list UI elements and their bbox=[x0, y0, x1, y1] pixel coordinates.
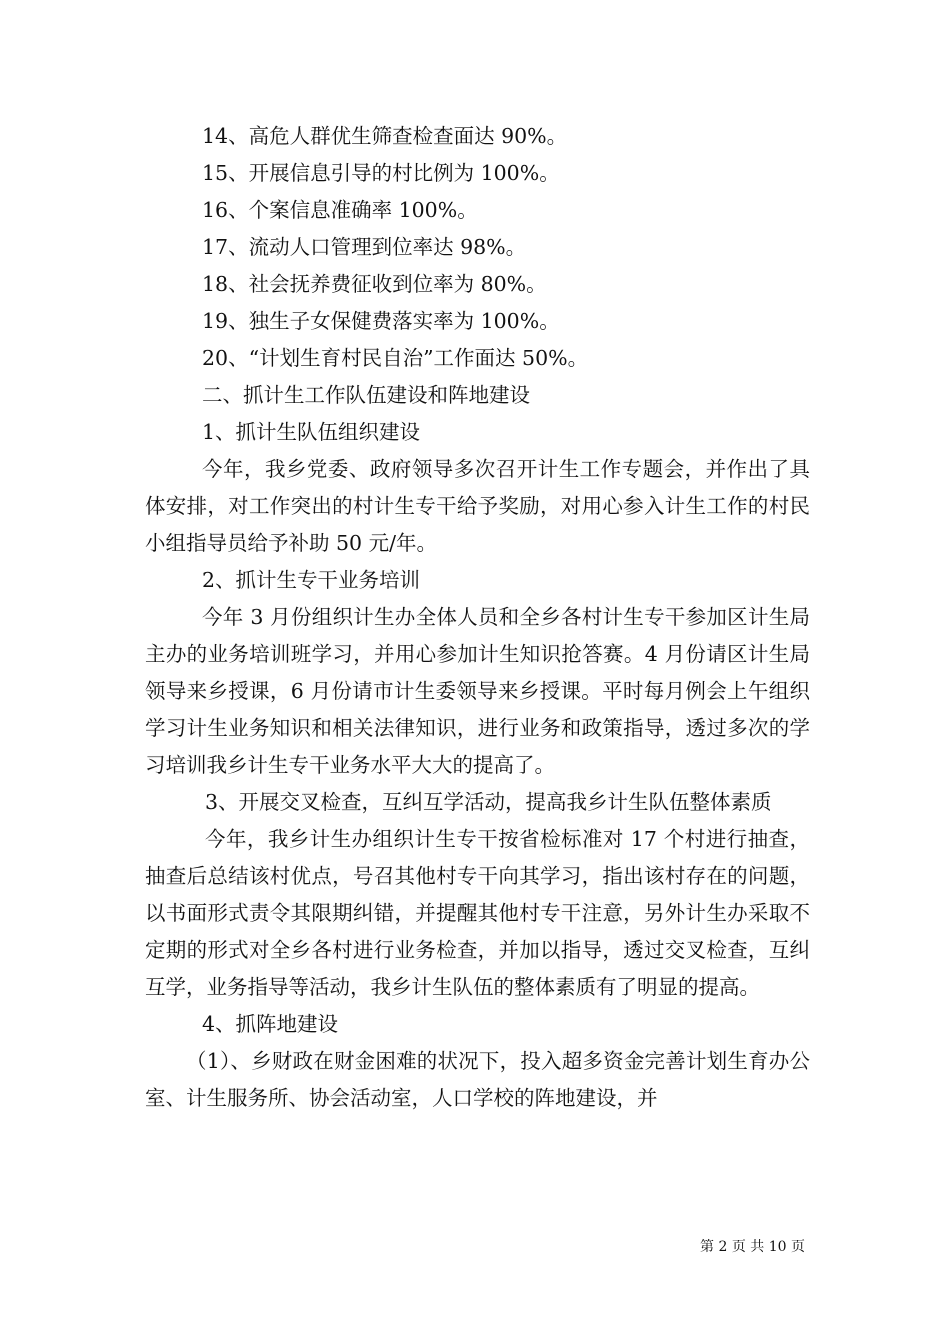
document-body bbox=[145, 118, 810, 1117]
list-item: 14、高危人群优生筛查检查面达 90%。 bbox=[202, 124, 568, 148]
list-item: 15、开展信息引导的村比例为 100%。 bbox=[202, 161, 560, 185]
list-item: 18、社会抚养费征收到位率为 80%。 bbox=[202, 272, 547, 296]
subsection-heading-4: 4、抓阵地建设 bbox=[202, 1012, 339, 1036]
paragraph-1: 今年，我乡党委、政府领导多次召开计生工作专题会，并作出了具体安排，对工作突出的村计生专干给予奖励，对用心参入计生工作的村民小组指导员给予补助 50 元/年。 bbox=[145, 457, 810, 555]
paragraph-3: 今年，我乡计生办组织计生专干按省检标准对 17 个村进行抽查，抽查后总结该村优点，号召其他村专干向其学习，指出该村存在的问题，以书面形式责令其限期纠错，并提醒其他村专干注意，另外计生办采取不定期的形式对全乡各村进行业务检查，并加以指导，透过交叉检查，互纠互学，业务指导等活动，我乡计生队伍的整体素质有了明显的提高。 bbox=[145, 827, 810, 999]
section-heading: 二、抓计生工作队伍建设和阵地建设 bbox=[202, 383, 530, 407]
paragraph-4: （1）、乡财政在财金困难的状况下，投入超多资金完善计划生育办公室、计生服务所、协会活动室，人口学校的阵地建设，并 bbox=[145, 1049, 810, 1110]
list-item: 20、“计划生育村民自治”工作面达 50%。 bbox=[202, 346, 589, 370]
subsection-heading-2: 2、抓计生专干业务培训 bbox=[202, 568, 421, 592]
subsection-heading-1: 1、抓计生队伍组织建设 bbox=[202, 420, 421, 444]
paragraph-2: 今年 3 月份组织计生办全体人员和全乡各村计生专干参加区计生局主办的业务培训班学习，并用心参加计生知识抢答赛。4 月份请区计生局领导来乡授课，6 月份请市计生委领导来乡授课。平时每月例会上午组织学习计生业务知识和相关法律知识，进行业务和政策指导，透过多次的学习培训我乡计生专干业务水平大大的提高了。 bbox=[145, 605, 810, 777]
page-number: 第 2 页 共 10 页 bbox=[700, 1239, 805, 1255]
subsection-heading-3: 3、开展交叉检查，互纠互学活动，提高我乡计生队伍整体素质 bbox=[205, 790, 772, 814]
list-item: 19、独生子女保健费落实率为 100%。 bbox=[202, 309, 560, 333]
list-item: 17、流动人口管理到位率达 98%。 bbox=[202, 235, 527, 259]
list-item: 16、个案信息准确率 100%。 bbox=[202, 198, 478, 222]
